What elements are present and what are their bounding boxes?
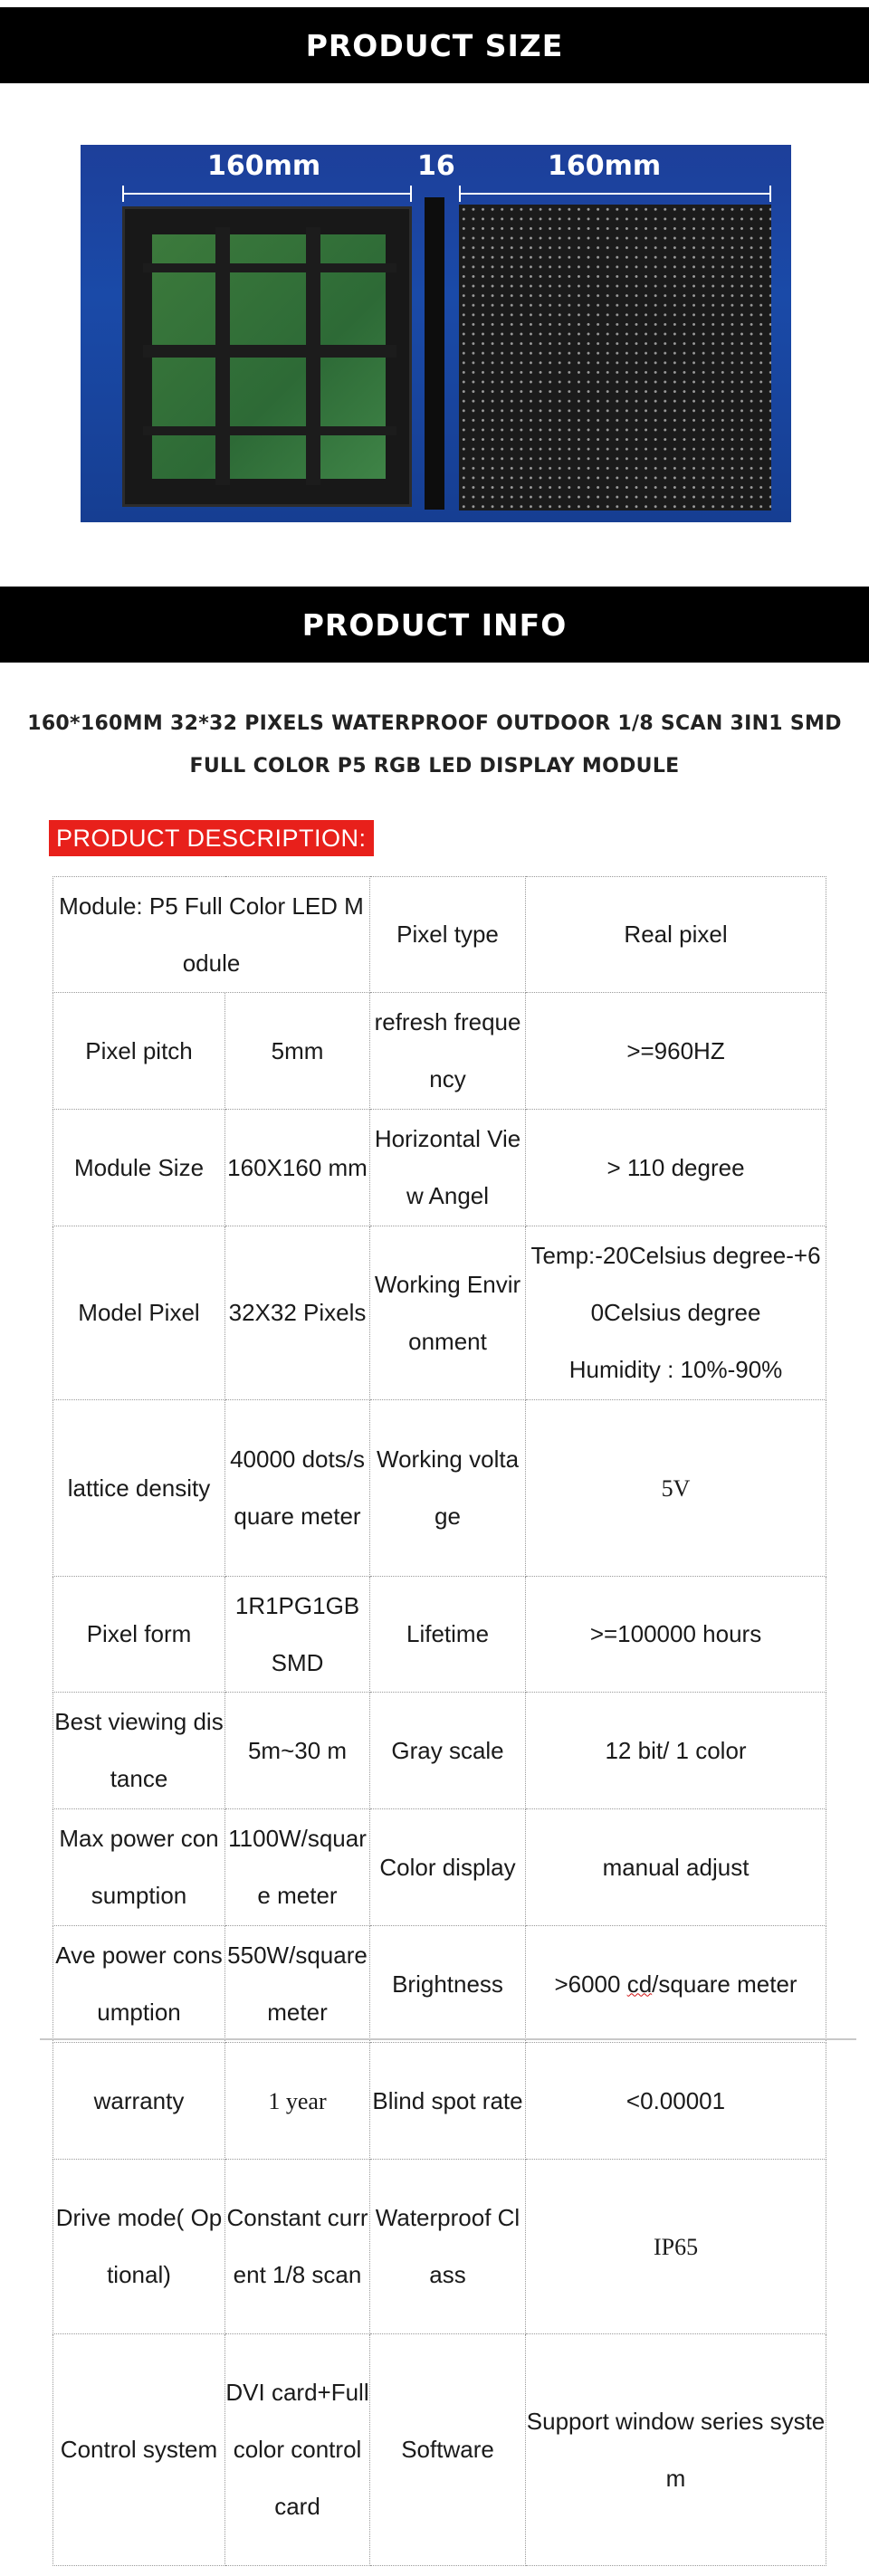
- spec-cell: 5mm: [225, 993, 370, 1110]
- spec-cell: Drive mode( Optional): [53, 2160, 225, 2334]
- spec-cell: warranty: [53, 2043, 225, 2160]
- spec-cell: manual adjust: [526, 1809, 826, 1926]
- width-dimension-line-left: [122, 193, 412, 195]
- spec-cell: 550W/square meter: [225, 1926, 370, 2043]
- width-dimension-line-right: [459, 193, 771, 195]
- spec-cell: Pixel pitch: [53, 993, 225, 1110]
- spec-cell: Best viewing distance: [53, 1693, 225, 1809]
- table-row: [53, 2043, 826, 2160]
- spec-cell: 40000 dots/square meter: [225, 1400, 370, 1577]
- led-module-photo: [81, 145, 791, 522]
- dimension-tick: [769, 186, 771, 202]
- spec-cell: Horizontal View Angel: [370, 1110, 526, 1226]
- spec-cell: Ave power consumption: [53, 1926, 225, 2043]
- spec-cell: Module: P5 Full Color LED Module: [53, 877, 370, 993]
- spec-cell: Pixel type: [370, 877, 526, 993]
- table-row: [53, 1693, 826, 1809]
- product-title: 160*160MM 32*32 PIXELS WATERPROOF OUTDOOR 1/8 SCAN 3IN1 SMD FULL COLOR P5 RGB LED DISPLAY MODULE: [27, 712, 842, 778]
- product-size-heading: PRODUCT SIZE: [305, 27, 564, 63]
- spec-cell: Blind spot rate: [370, 2043, 526, 2160]
- spec-cell: 5m~30 m: [225, 1693, 370, 1809]
- spec-cell: 1 year: [225, 2043, 370, 2160]
- spec-cell: Waterproof Class: [370, 2160, 526, 2334]
- table-row: [53, 2334, 826, 2566]
- table-row: [53, 1110, 826, 1226]
- product-size-banner: [0, 7, 869, 83]
- pcb-frame-bar: [143, 263, 396, 272]
- gap-width-label: 16: [417, 150, 455, 182]
- spec-cell: 32X32 Pixels: [225, 1226, 370, 1400]
- spec-cell: Gray scale: [370, 1693, 526, 1809]
- spec-cell: refresh frequency: [370, 993, 526, 1110]
- table-row: [53, 993, 826, 1110]
- product-info-heading: PRODUCT INFO: [301, 606, 568, 643]
- spec-cell: Software: [370, 2334, 526, 2566]
- product-info-banner: [0, 587, 869, 663]
- module-gap-strip: [425, 197, 444, 510]
- spec-cell: [526, 1926, 826, 2043]
- spec-cell: >=100000 hours: [526, 1577, 826, 1693]
- brightness-suffix: /square meter: [652, 1970, 797, 1998]
- spec-cell: Real pixel: [526, 877, 826, 993]
- table-row: [53, 1400, 826, 1577]
- spec-cell: Color display: [370, 1809, 526, 1926]
- left-width-label: 160mm: [207, 150, 321, 182]
- brightness-unit: cd: [626, 1970, 653, 1998]
- spec-cell: lattice density: [53, 1400, 225, 1577]
- dimension-tick: [410, 186, 412, 202]
- table-row: [53, 2160, 826, 2334]
- spec-cell: Model Pixel: [53, 1226, 225, 1400]
- table-row: [53, 1226, 826, 1400]
- spec-cell: Pixel form: [53, 1577, 225, 1693]
- spec-cell: 1R1PG1GB SMD: [225, 1577, 370, 1693]
- spec-cell: 5V: [526, 1400, 826, 1577]
- spec-cell: Working voltage: [370, 1400, 526, 1577]
- spec-cell: Support window series system: [526, 2334, 826, 2566]
- dimension-tick: [122, 186, 124, 202]
- dimension-tick: [459, 186, 461, 202]
- spec-cell: <0.00001: [526, 2043, 826, 2160]
- brightness-value: >6000: [554, 1970, 627, 1998]
- spec-cell: 12 bit/ 1 color: [526, 1693, 826, 1809]
- table-row: [53, 1926, 826, 2043]
- spec-cell: Constant current 1/8 scan: [225, 2160, 370, 2334]
- spec-cell: DVI card+Full color control card: [225, 2334, 370, 2566]
- module-front-pixels: [459, 205, 771, 510]
- spec-cell: Working Environment: [370, 1226, 526, 1400]
- spec-cell: 1100W/square meter: [225, 1809, 370, 1926]
- spec-table: [53, 876, 826, 2566]
- spec-cell: Max power consumption: [53, 1809, 225, 1926]
- pcb-frame-bar: [143, 426, 396, 435]
- spec-cell: > 110 degree: [526, 1110, 826, 1226]
- table-row: [53, 1809, 826, 1926]
- module-back-pcb: [122, 206, 412, 507]
- spec-cell: 160X160 mm: [225, 1110, 370, 1226]
- table-row: [53, 1577, 826, 1693]
- spec-cell: Control system: [53, 2334, 225, 2566]
- spec-cell: Lifetime: [370, 1577, 526, 1693]
- pcb-frame-bar: [143, 345, 396, 358]
- spec-cell: IP65: [526, 2160, 826, 2334]
- temperature-range: Temp:-20Celsius degree-+60Celsius degree: [530, 1242, 821, 1326]
- spec-cell: Module Size: [53, 1110, 225, 1226]
- spec-cell: [526, 1226, 826, 1400]
- product-description-label: PRODUCT DESCRIPTION:: [49, 820, 374, 856]
- right-width-label: 160mm: [548, 150, 662, 182]
- table-row: [53, 877, 826, 993]
- spec-cell: Brightness: [370, 1926, 526, 2043]
- humidity-range: Humidity : 10%-90%: [568, 1356, 783, 1383]
- spec-cell: >=960HZ: [526, 993, 826, 1110]
- divider-line: [40, 2038, 856, 2040]
